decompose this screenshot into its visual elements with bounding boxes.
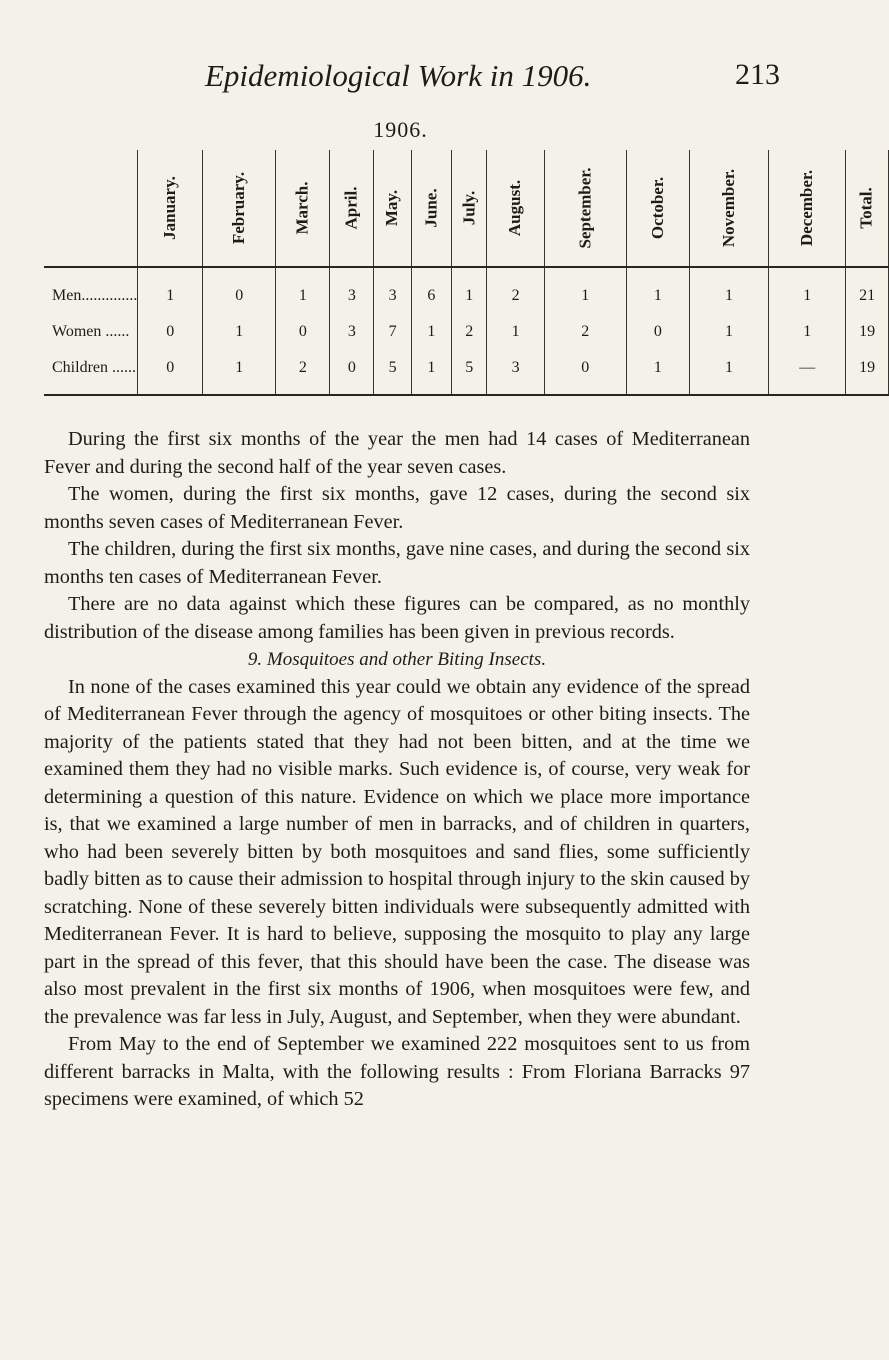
table-header-row [44, 150, 888, 267]
paragraph: From May to the end of September we examined 222 mosquitoes sent to us from different barracks in Malta, with the following results : From Floriana Barracks 97 specimens were examined, of which 52 [44, 1033, 750, 1110]
table-cell: 1 [138, 267, 203, 314]
table-cell: 1 [544, 267, 626, 314]
paragraph: The women, during the first six months, gave 12 cases, during the second six months seven cases of Mediterranean Fever. [44, 483, 750, 533]
column-header: December. [769, 150, 846, 267]
table-cell: 0 [203, 267, 276, 314]
table-cell: 5 [374, 350, 411, 395]
page-header [0, 58, 801, 98]
table-cell: 1 [411, 314, 451, 350]
table-cell: 3 [330, 267, 374, 314]
table-cell: 7 [374, 314, 411, 350]
row-label: Women ...... [44, 314, 138, 350]
monthly-cases-table [44, 150, 877, 400]
table-cell: 1 [689, 350, 768, 395]
table-cell: 1 [626, 267, 689, 314]
table-year-heading: 1906. [373, 117, 428, 142]
row-label-header [44, 150, 138, 267]
table-cell: 3 [487, 350, 544, 395]
table-cell: — [769, 350, 846, 395]
column-header: March. [276, 150, 330, 267]
table-cell: 1 [487, 314, 544, 350]
table-cell: 1 [689, 267, 768, 314]
table-cell: 19 [846, 314, 888, 350]
running-title: Epidemiological Work in 1906. [205, 58, 592, 93]
table-cell: 3 [330, 314, 374, 350]
table-cell: 1 [411, 350, 451, 395]
table-cell: 5 [451, 350, 487, 395]
table-cell: 2 [276, 350, 330, 395]
table-cell: 1 [451, 267, 487, 314]
table-cell: 21 [846, 267, 888, 314]
table-cell: 2 [451, 314, 487, 350]
paragraph: The children, during the first six months, gave nine cases, and during the second six months ten cases of Mediterranean Fever. [44, 538, 750, 588]
table-row [44, 314, 888, 350]
body-text [44, 426, 750, 1114]
table-cell: 3 [374, 267, 411, 314]
paragraph: There are no data against which these figures can be compared, as no monthly distribution of the disease among families has been given in previous records. [44, 593, 750, 643]
column-header: October. [626, 150, 689, 267]
table-cell: 0 [626, 314, 689, 350]
table-row [44, 267, 888, 314]
table-cell: 2 [487, 267, 544, 314]
column-header: July. [451, 150, 487, 267]
page-number: 213 [735, 58, 780, 91]
column-header: January. [138, 150, 203, 267]
table-cell: 0 [138, 350, 203, 395]
column-header: April. [330, 150, 374, 267]
row-label: Men.............. [44, 267, 138, 314]
table-cell: 0 [544, 350, 626, 395]
table-cell: 1 [769, 267, 846, 314]
table-cell: 1 [203, 350, 276, 395]
table-cell: 1 [276, 267, 330, 314]
paragraph: During the first six months of the year the men had 14 cases of Mediterranean Fever and during the second half of the year seven cases. [44, 428, 750, 478]
table-cell: 6 [411, 267, 451, 314]
paragraph: In none of the cases examined this year could we obtain any evidence of the spread of Mediterranean Fever through the agency of mosquitoes or other biting insects. The majority of the patients stated that they had not been bitten, and at the time we examined them they had no visible marks. Such evidence is, of course, very weak for determining a question of this nature. Evidence on which we place more importance is, that we examined a large number of men in barracks, and of children in quarters, who had been severely bitten by both mosquitoes and sand flies, some sufficiently badly bitten as to cause their admission to hospital through injury to the skin caused by scratching. None of these severely bitten individuals were subsequently admitted with Mediterranean Fever. It is hard to believe, supposing the mosquito to play any large part in the spread of this fever, that this should have been the case. The disease was also most prevalent in the first six months of 1906, when mosquitoes were few, and the prevalence was far less in July, August, and September, when they were abundant. [44, 675, 750, 1028]
table-cell: 1 [203, 314, 276, 350]
column-header: February. [203, 150, 276, 267]
table-cell: 2 [544, 314, 626, 350]
column-header: June. [411, 150, 451, 267]
column-header: August. [487, 150, 544, 267]
table-row [44, 350, 888, 395]
column-header: November. [689, 150, 768, 267]
table-cell: 0 [138, 314, 203, 350]
table-cell: 0 [276, 314, 330, 350]
table-cell: 1 [626, 350, 689, 395]
column-header: May. [374, 150, 411, 267]
table-cell: 0 [330, 350, 374, 395]
table-cell: 19 [846, 350, 888, 395]
table-cell: 1 [769, 314, 846, 350]
section-heading: 9. Mosquitoes and other Biting Insects. [247, 649, 547, 670]
row-label: Children ...... [44, 350, 138, 395]
table-cell: 1 [689, 314, 768, 350]
column-header: September. [544, 150, 626, 267]
column-header: Total. [846, 150, 888, 267]
